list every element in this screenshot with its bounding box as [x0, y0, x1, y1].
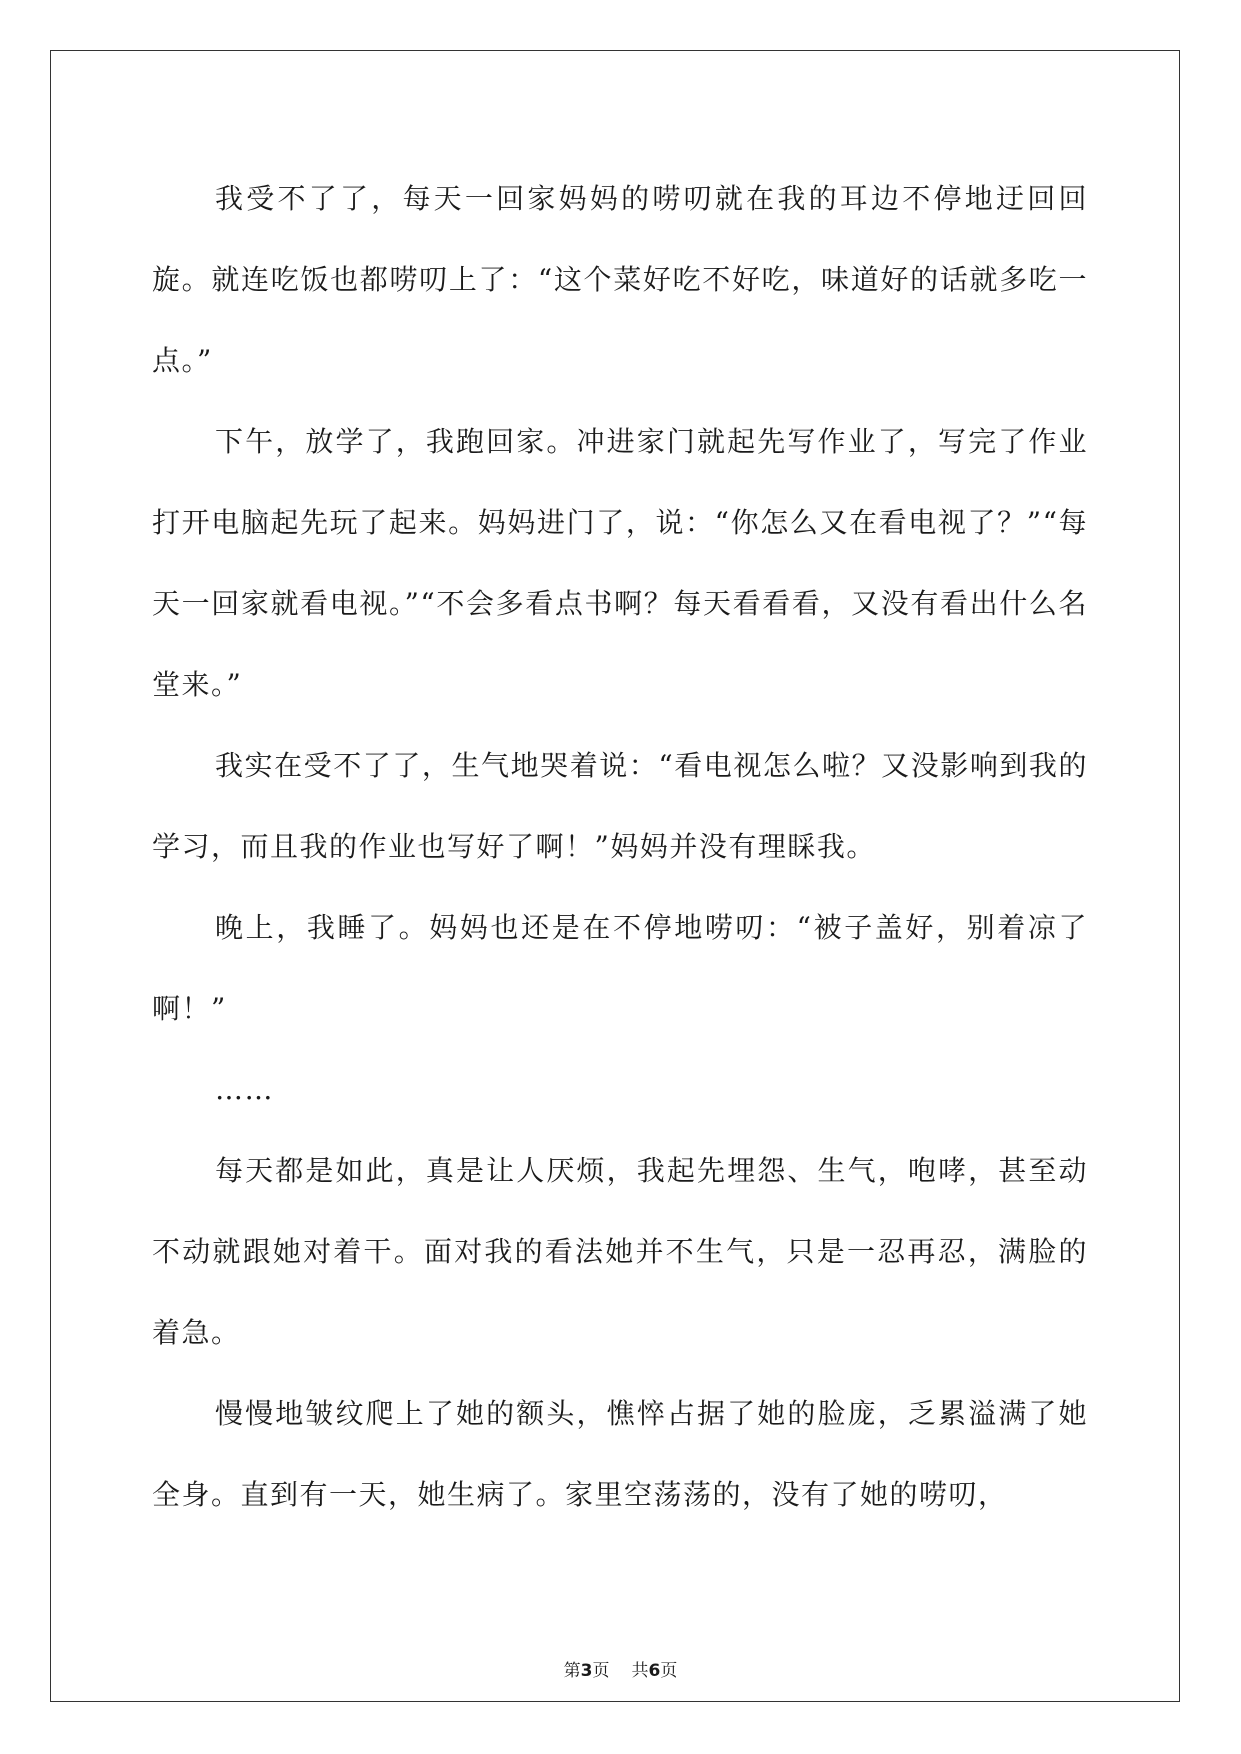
paragraph: 每天都是如此，真是让人厌烦，我起先埋怨、生气，咆哮，甚至动不动就跟她对着干。面对我的看法她并不生气，只是一忍再忍，满脸的着急。: [152, 1154, 1088, 1349]
document-body: [152, 158, 1088, 1535]
total-prefix: 共: [631, 1661, 649, 1681]
current-page-number: 3: [580, 1661, 593, 1681]
ellipsis-paragraph: ……: [215, 1073, 274, 1106]
page-footer: [0, 1656, 1241, 1681]
total-pages-number: 6: [648, 1661, 661, 1681]
paragraph: 晚上，我睡了。妈妈也还是在不停地唠叨：“被子盖好，别着凉了啊！”: [152, 911, 1088, 1025]
paragraph: 我受不了了，每天一回家妈妈的唠叨就在我的耳边不停地迂回回旋。就连吃饭也都唠叨上了：“这个菜好吃不好吃，味道好的话就多吃一点。”: [152, 182, 1088, 377]
paragraph: 下午，放学了，我跑回家。冲进家门就起先写作业了，写完了作业打开电脑起先玩了起来。妈妈进门了，说：“你怎么又在看电视了？”“每天一回家就看电视。”“不会多看点书啊？每天看看看，又没有看出什么名堂来。”: [152, 425, 1088, 701]
paragraph: 我实在受不了了，生气地哭着说：“看电视怎么啦？又没影响到我的学习，而且我的作业也写好了啊！”妈妈并没有理睬我。: [152, 749, 1088, 863]
page-prefix: 第: [563, 1661, 581, 1681]
paragraph: 慢慢地皱纹爬上了她的额头，憔悴占据了她的脸庞，乏累溢满了她全身。直到有一天，她生病了。家里空荡荡的，没有了她的唠叨，: [152, 1397, 1088, 1511]
page-suffix: 页: [592, 1661, 610, 1681]
total-suffix: 页: [660, 1661, 678, 1681]
